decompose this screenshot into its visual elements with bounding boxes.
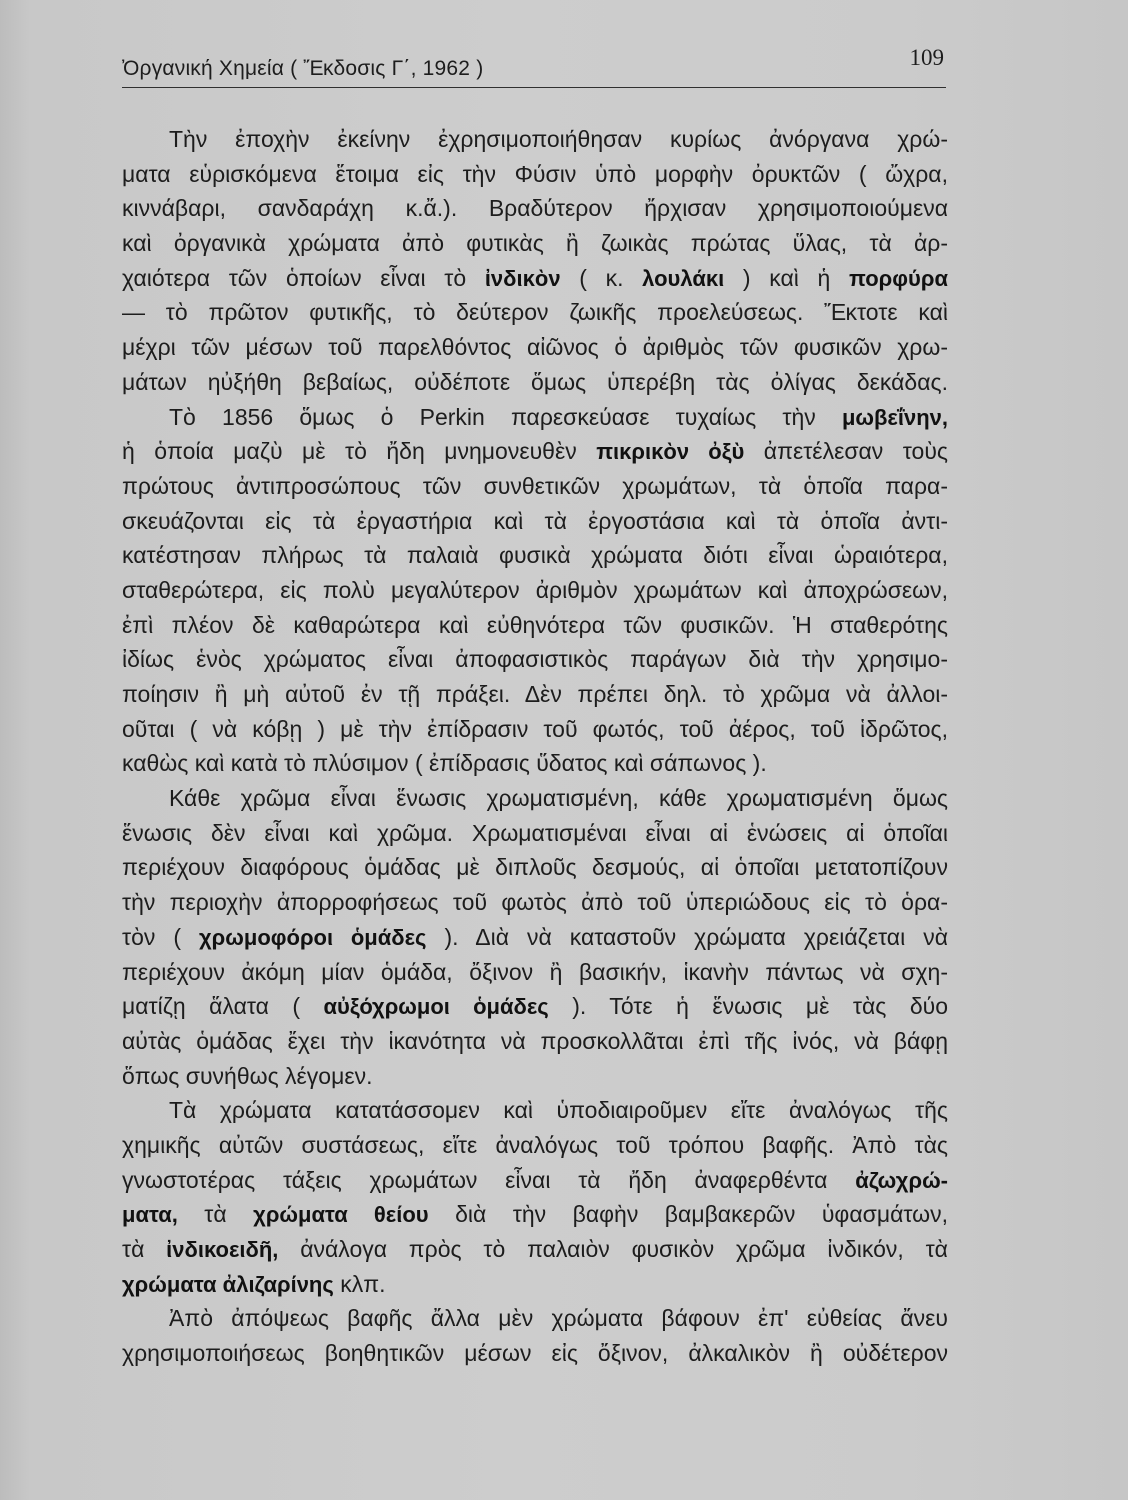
text-segment: χρησιμοποιήσεως βοηθητικῶν μέσων εἰς ὄξινον, ἀλκαλικὸν ἢ οὐδέτερον xyxy=(122,1340,948,1367)
paragraph xyxy=(122,1301,948,1370)
text-line xyxy=(122,573,948,608)
text-line xyxy=(122,781,948,816)
text-line xyxy=(122,330,948,365)
text-line xyxy=(122,1093,948,1128)
running-header xyxy=(122,40,946,88)
bold-term: ἰνδικὸν xyxy=(484,265,561,291)
text-line xyxy=(122,816,948,851)
text-segment: ( κ. xyxy=(560,264,643,291)
text-segment: ματα εὑρισκόμενα ἕτοιμα εἰς τὴν Φύσιν ὑπὸ μορφὴν ὀρυκτῶν ( ὤχρα, xyxy=(122,160,948,187)
text-segment: τὴν περιοχὴν ἀπορροφήσεως τοῦ φωτὸς ἀπὸ τοῦ ὑπεριώδους εἰς τὸ ὁρα- xyxy=(122,889,948,916)
text-line xyxy=(122,989,948,1024)
bold-term: χρώματα ἀλιζαρίνης xyxy=(122,1271,334,1297)
text-line xyxy=(122,850,948,885)
text-segment: σταθερώτερα, εἰς πολὺ μεγαλύτερον ἀριθμὸν χρωμάτων καὶ ἀποχρώσεων, xyxy=(122,576,948,603)
text-line xyxy=(122,295,948,330)
text-segment: ). Τότε ἡ ἕνωσις μὲ τὰς δύο xyxy=(548,993,948,1020)
text-line xyxy=(122,1336,948,1371)
text-line xyxy=(122,1059,948,1094)
bold-term: χρωμοφόροι ὁμάδες xyxy=(199,924,427,950)
bold-term: ἰνδικοειδῆ, xyxy=(166,1237,279,1262)
paragraph xyxy=(122,1093,948,1301)
text-segment: — τὸ πρῶτον φυτικῆς, τὸ δεύτερον ζωικῆς προελεύσεως. Ἔκτοτε καὶ xyxy=(122,299,948,326)
bold-term: λουλάκι xyxy=(642,265,725,291)
text-segment: μάτων ηὐξήθη βεβαίως, οὐδέποτε ὅμως ὑπερέβη τὰς ὀλίγας δεκάδας. xyxy=(122,368,948,395)
text-segment: ματίζῃ ἅλατα ( xyxy=(122,993,324,1020)
text-segment: πρώτους ἀντιπροσώπους τῶν συνθετικῶν χρωμάτων, τὰ ὁποῖα παρα- xyxy=(122,472,948,499)
text-line xyxy=(122,920,948,955)
text-segment: καὶ ὀργανικὰ χρώματα ἀπὸ φυτικὰς ἢ ζωικὰς πρώτας ὕλας, τὰ ἀρ- xyxy=(122,230,948,257)
text-segment: ἰδίως ἑνὸς χρώματος εἶναι ἀποφασιστικὸς παράγων διὰ τὴν χρησιμο- xyxy=(122,646,948,673)
text-segment: Τὸ 1856 ὅμως ὁ Perkin παρεσκεύασε τυχαίως τὴν xyxy=(169,403,842,430)
text-line xyxy=(122,1232,948,1267)
text-line xyxy=(122,608,948,643)
text-segment: ἀπετέλεσαν τοὺς xyxy=(744,438,949,465)
text-segment: καθὼς καὶ κατὰ τὸ πλύσιμον ( ἐπίδρασις ὕδατος καὶ σάπωνος ). xyxy=(122,750,767,777)
bold-term: αὐξόχρωμοι ὁμάδες xyxy=(323,994,549,1020)
text-line xyxy=(122,1301,948,1336)
text-line xyxy=(122,400,948,435)
text-segment: κιννάβαρι, σανδαράχη κ.ἄ.). Βραδύτερον ἤρχισαν χρησιμοποιούμενα xyxy=(122,195,948,222)
text-segment: μέχρι τῶν μέσων τοῦ παρελθόντος αἰῶνος ὁ ἀριθμὸς τῶν φυσικῶν χρω- xyxy=(122,334,948,361)
text-line xyxy=(122,746,948,781)
text-segment: ὅπως συνήθως λέγομεν. xyxy=(122,1062,373,1089)
text-line xyxy=(122,157,948,192)
text-line xyxy=(122,1024,948,1059)
text-segment: τὸν ( xyxy=(122,923,200,950)
text-line xyxy=(122,226,948,261)
text-line xyxy=(122,504,948,539)
page-number: 109 xyxy=(909,45,944,70)
text-line xyxy=(122,1128,948,1163)
bold-term: χρώματα θείου xyxy=(253,1202,429,1228)
bold-term: ματα, xyxy=(122,1202,178,1228)
text-segment: σκευάζονται εἰς τὰ ἐργαστήρια καὶ τὰ ἐργοστάσια καὶ τὰ ὁποῖα ἀντι- xyxy=(122,507,948,534)
text-segment: κατέστησαν πλήρως τὰ παλαιὰ φυσικὰ χρώματα διότι εἶναι ὡραιότερα, xyxy=(122,542,948,569)
text-segment: ποίησιν ἢ μὴ αὐτοῦ ἐν τῇ πράξει. Δὲν πρέπει δηλ. τὸ χρῶμα νὰ ἀλλοι- xyxy=(122,681,948,707)
text-segment: γνωστοτέρας τάξεις χρωμάτων εἶναι τὰ ἤδη ἀναφερθέντα xyxy=(122,1166,856,1193)
text-line xyxy=(122,1267,948,1302)
text-segment: Κάθε χρῶμα εἶναι ἕνωσις χρωματισμένη, κάθε χρωματισμένη ὅμως xyxy=(169,785,948,812)
text-segment: ) καὶ ἡ xyxy=(724,264,850,291)
text-segment: ἐπὶ πλέον δὲ καθαρώτερα καὶ εὐθηνότερα τῶν φυσικῶν. Ἡ σταθερότης xyxy=(122,611,948,638)
text-segment: περιέχουν ἀκόμη μίαν ὁμάδα, ὄξινον ἢ βασικήν, ἱκανὴν πάντως νὰ σχη- xyxy=(122,958,948,985)
text-segment: χημικῆς αὐτῶν συστάσεως, εἴτε ἀναλόγως τοῦ τρόπου βαφῆς. Ἀπὸ τὰς xyxy=(122,1131,948,1158)
text-segment: Ἀπὸ ἀπόψεως βαφῆς ἄλλα μὲν χρώματα βάφουν ἐπ' εὐθείας ἄνευ xyxy=(169,1305,948,1332)
bold-term: μωβεΐνην, xyxy=(841,404,948,430)
bold-term: πικρικὸν ὀξὺ xyxy=(596,439,745,465)
bold-term: ἀζωχρώ- xyxy=(855,1167,948,1193)
text-line xyxy=(122,642,948,677)
text-line xyxy=(122,261,948,296)
text-segment: Τὰ χρώματα κατατάσσομεν καὶ ὑποδιαιροῦμεν εἴτε ἀναλόγως τῆς xyxy=(169,1097,948,1124)
paragraph xyxy=(122,122,948,400)
paragraph xyxy=(122,400,948,782)
text-line xyxy=(122,538,948,573)
text-segment: περιέχουν διαφόρους ὁμάδας μὲ διπλοῦς δεσμούς, αἱ ὁποῖαι μετατοπίζουν xyxy=(122,854,948,881)
text-segment: ἕνωσις δὲν εἶναι καὶ χρῶμα. Χρωματισμέναι εἶναι αἱ ἑνώσεις αἱ ὁποῖαι xyxy=(122,819,948,846)
text-segment: αὐτὰς ὁμάδας ἔχει τὴν ἱκανότητα νὰ προσκολλᾶται ἐπὶ τῆς ἰνός, νὰ βάφῃ xyxy=(122,1027,948,1054)
text-segment: ἀνάλογα πρὸς τὸ παλαιὸν φυσικὸν χρῶμα ἰνδικόν, τὰ xyxy=(278,1236,948,1262)
text-segment: ). Διὰ νὰ καταστοῦν χρώματα χρειάζεται νὰ xyxy=(426,923,948,950)
text-segment: τὰ xyxy=(122,1236,167,1262)
body-text xyxy=(122,122,948,1371)
paragraph xyxy=(122,781,948,1093)
text-segment: Τὴν ἐποχὴν ἐκείνην ἐχρησιμοποιήθησαν κυρίως ἀνόργανα χρώ- xyxy=(169,126,948,152)
text-line xyxy=(122,365,948,400)
text-line xyxy=(122,1163,948,1198)
bold-term: πορφύρα xyxy=(849,265,948,291)
text-segment: ἡ ὁποία μαζὺ μὲ τὸ ἤδη μνημονευθὲν xyxy=(122,438,597,465)
text-segment: χαιότερα τῶν ὁποίων εἶναι τὸ xyxy=(122,264,485,291)
text-segment: κλπ. xyxy=(333,1270,386,1297)
text-segment: οῦται ( νὰ κόβῃ ) μὲ τὴν ἐπίδρασιν τοῦ φωτός, τοῦ ἀέρος, τοῦ ἱδρῶτος, xyxy=(122,715,948,742)
text-line xyxy=(122,955,948,990)
text-segment: τὰ xyxy=(177,1201,254,1228)
text-line xyxy=(122,469,948,504)
text-line xyxy=(122,434,948,469)
text-line xyxy=(122,1197,948,1232)
text-line xyxy=(122,122,948,157)
text-line xyxy=(122,677,948,712)
text-line xyxy=(122,712,948,747)
text-line xyxy=(122,191,948,226)
text-line xyxy=(122,885,948,920)
text-segment: διὰ τὴν βαφὴν βαμβακερῶν ὑφασμάτων, xyxy=(428,1201,948,1228)
running-title: Ὀργανική Χημεία ( Ἔκδοσις Γ΄, 1962 ) xyxy=(122,57,484,80)
